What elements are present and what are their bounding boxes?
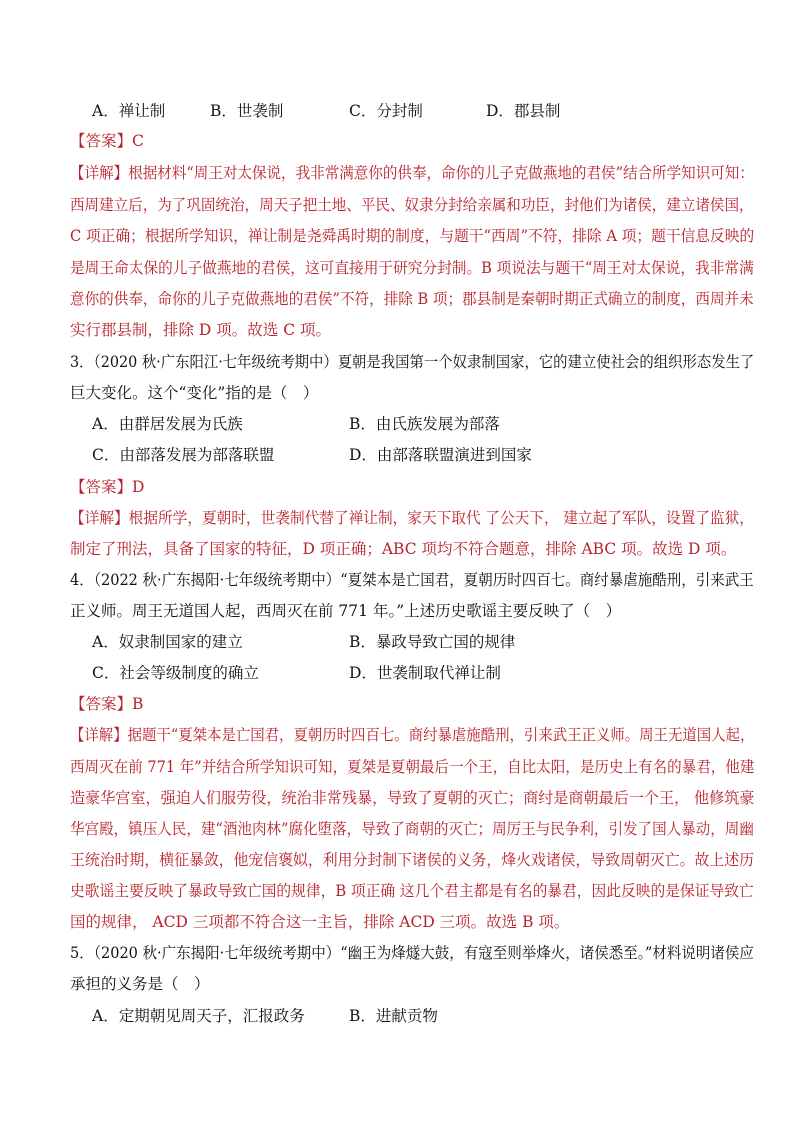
detail-line: C 项正确；根据所学知识，禅让制是尧舜禹时期的制度，与题干“西周”不符，排除 A 项；题干信息反映的	[70, 227, 755, 245]
stem-line: 4．（2022 秋·广东揭阳·七年级统考期中）“夏桀本是亡国君，夏朝历时四百七。商纣暴虐施酷刑，引来武王	[70, 571, 754, 589]
q3-option-d: D．由部落联盟演进到国家	[349, 446, 532, 464]
q2-option-a: A．禅让制	[92, 102, 166, 120]
detail-tag: 【详解】	[70, 726, 128, 744]
stem-line: 5．（2020 秋·广东揭阳·七年级统考期中）“幽王为烽燧大鼓，有寇至则举烽火，诸侯悉至。”材料说明诸侯应	[70, 944, 754, 962]
q3-option-b: B．由氏族发展为部落	[349, 415, 500, 433]
detail-line: 制定了刑法，具备了国家的特征，D 项正确；ABC 项均不符合题意，排除 ABC 项。故选 D 项。	[70, 540, 737, 558]
answer-tag: 【答案】	[70, 132, 133, 150]
q3-option-a: A．由群居发展为氏族	[92, 415, 243, 433]
q4-answer	[70, 694, 143, 714]
detail-line: 华宫殿，镇压人民，建“酒池肉林”腐化堕落，导致了商朝的灭亡；周厉王与民争利，引发了国人暴动，周幽	[70, 820, 754, 838]
q2-option-b: B．世袭制	[210, 102, 284, 120]
detail-line: 国的规律， ACD 三项都不符合这一主旨，排除 ACD 三项。故选 B 项。	[70, 913, 570, 931]
stem-line: 3．（2020 秋·广东阳江·七年级统考期中）夏朝是我国第一个奴隶制国家，它的建立使社会的组织形态发生了	[70, 353, 755, 371]
detail-line: 西周建立后，为了巩固统治，周天子把土地、平民、奴隶分封给亲属和功臣，封他们为诸侯，建立诸侯国，	[70, 196, 754, 214]
q4-option-b: B．暴政导致亡国的规律	[349, 633, 516, 651]
stem-line: 承担的义务是（ ）	[70, 975, 210, 993]
detail-tag: 【详解】	[70, 164, 129, 182]
q5-option-b: B．进献贡物	[349, 1007, 438, 1025]
q4-option-a: A．奴隶制国家的建立	[92, 633, 243, 651]
detail-line: 王统治时期，横征暴敛，他宠信褒姒，利用分封制下诸侯的义务，烽火戏诸侯，导致周朝灭亡。故上述历	[70, 851, 754, 869]
stem-line: 正义师。周王无道国人起，西周灭在前 771 年。”上述历史歌谣主要反映了（ ）	[70, 602, 622, 620]
answer-value: C	[132, 132, 144, 150]
q5-option-a: A．定期朝见周天子，汇报政务	[92, 1007, 305, 1025]
q3-option-c: C．由部落发展为部落联盟	[92, 446, 275, 464]
answer-value: D	[132, 478, 145, 496]
detail-line: 西周灭在前 771 年”并结合所学知识可知，夏桀是夏朝最后一个王，自比太阳，是历史上有名的暴君，他建	[70, 758, 755, 776]
stem-line: 巨大变化。这个“变化”指的是（ ）	[70, 384, 319, 402]
detail-line: 意你的供奉，命你的儿子克做燕地的君侯”不符，排除 B 项；郡县制是秦朝时期正式确立的制度，西周并未	[70, 290, 754, 308]
detail-line: 实行郡县制，排除 D 项。故选 C 项。	[70, 321, 331, 339]
answer-tag: 【答案】	[70, 695, 133, 713]
answer-tag: 【答案】	[70, 478, 133, 496]
q2-answer	[70, 131, 144, 151]
detail-line: 造豪华宫室，强迫人们服劳役，统治非常残暴，导致了夏朝的灭亡；商纣是商朝最后一个王， 他修筑豪	[70, 789, 755, 807]
detail-line: 【详解】据题干“夏桀本是亡国君，夏朝历时四百七。商纣暴虐施酷刑，引来武王正义师。周王无道国人起，	[70, 726, 755, 744]
q4-option-d: D．世袭制取代禅让制	[349, 664, 501, 682]
q4-option-c: C．社会等级制度的确立	[92, 664, 259, 682]
detail-line: 史歌谣主要反映了暴政导致亡国的规律，B 项正确 这几个君主都是有名的暴君，因此反映的是保证导致亡	[70, 882, 754, 900]
detail-tag: 【详解】	[70, 509, 129, 527]
q2-option-d: D．郡县制	[486, 102, 561, 120]
detail-line: 【详解】根据材料“周王对太保说，我非常满意你的供奉，命你的儿子克做燕地的君侯”结合所学知识可知：	[70, 164, 754, 182]
detail-line: 【详解】根据所学，夏朝时，世袭制代替了禅让制，家天下取代 了公天下， 建立起了军队，设置了监狱，	[70, 509, 754, 527]
detail-line: 是周王命太保的儿子做燕地的君侯，这可直接用于研究分封制。B 项说法与题干“周王对太保说，我非常满	[70, 259, 754, 277]
q2-option-c: C．分封制	[349, 102, 423, 120]
answer-value: B	[132, 695, 144, 713]
q3-answer	[70, 477, 144, 497]
